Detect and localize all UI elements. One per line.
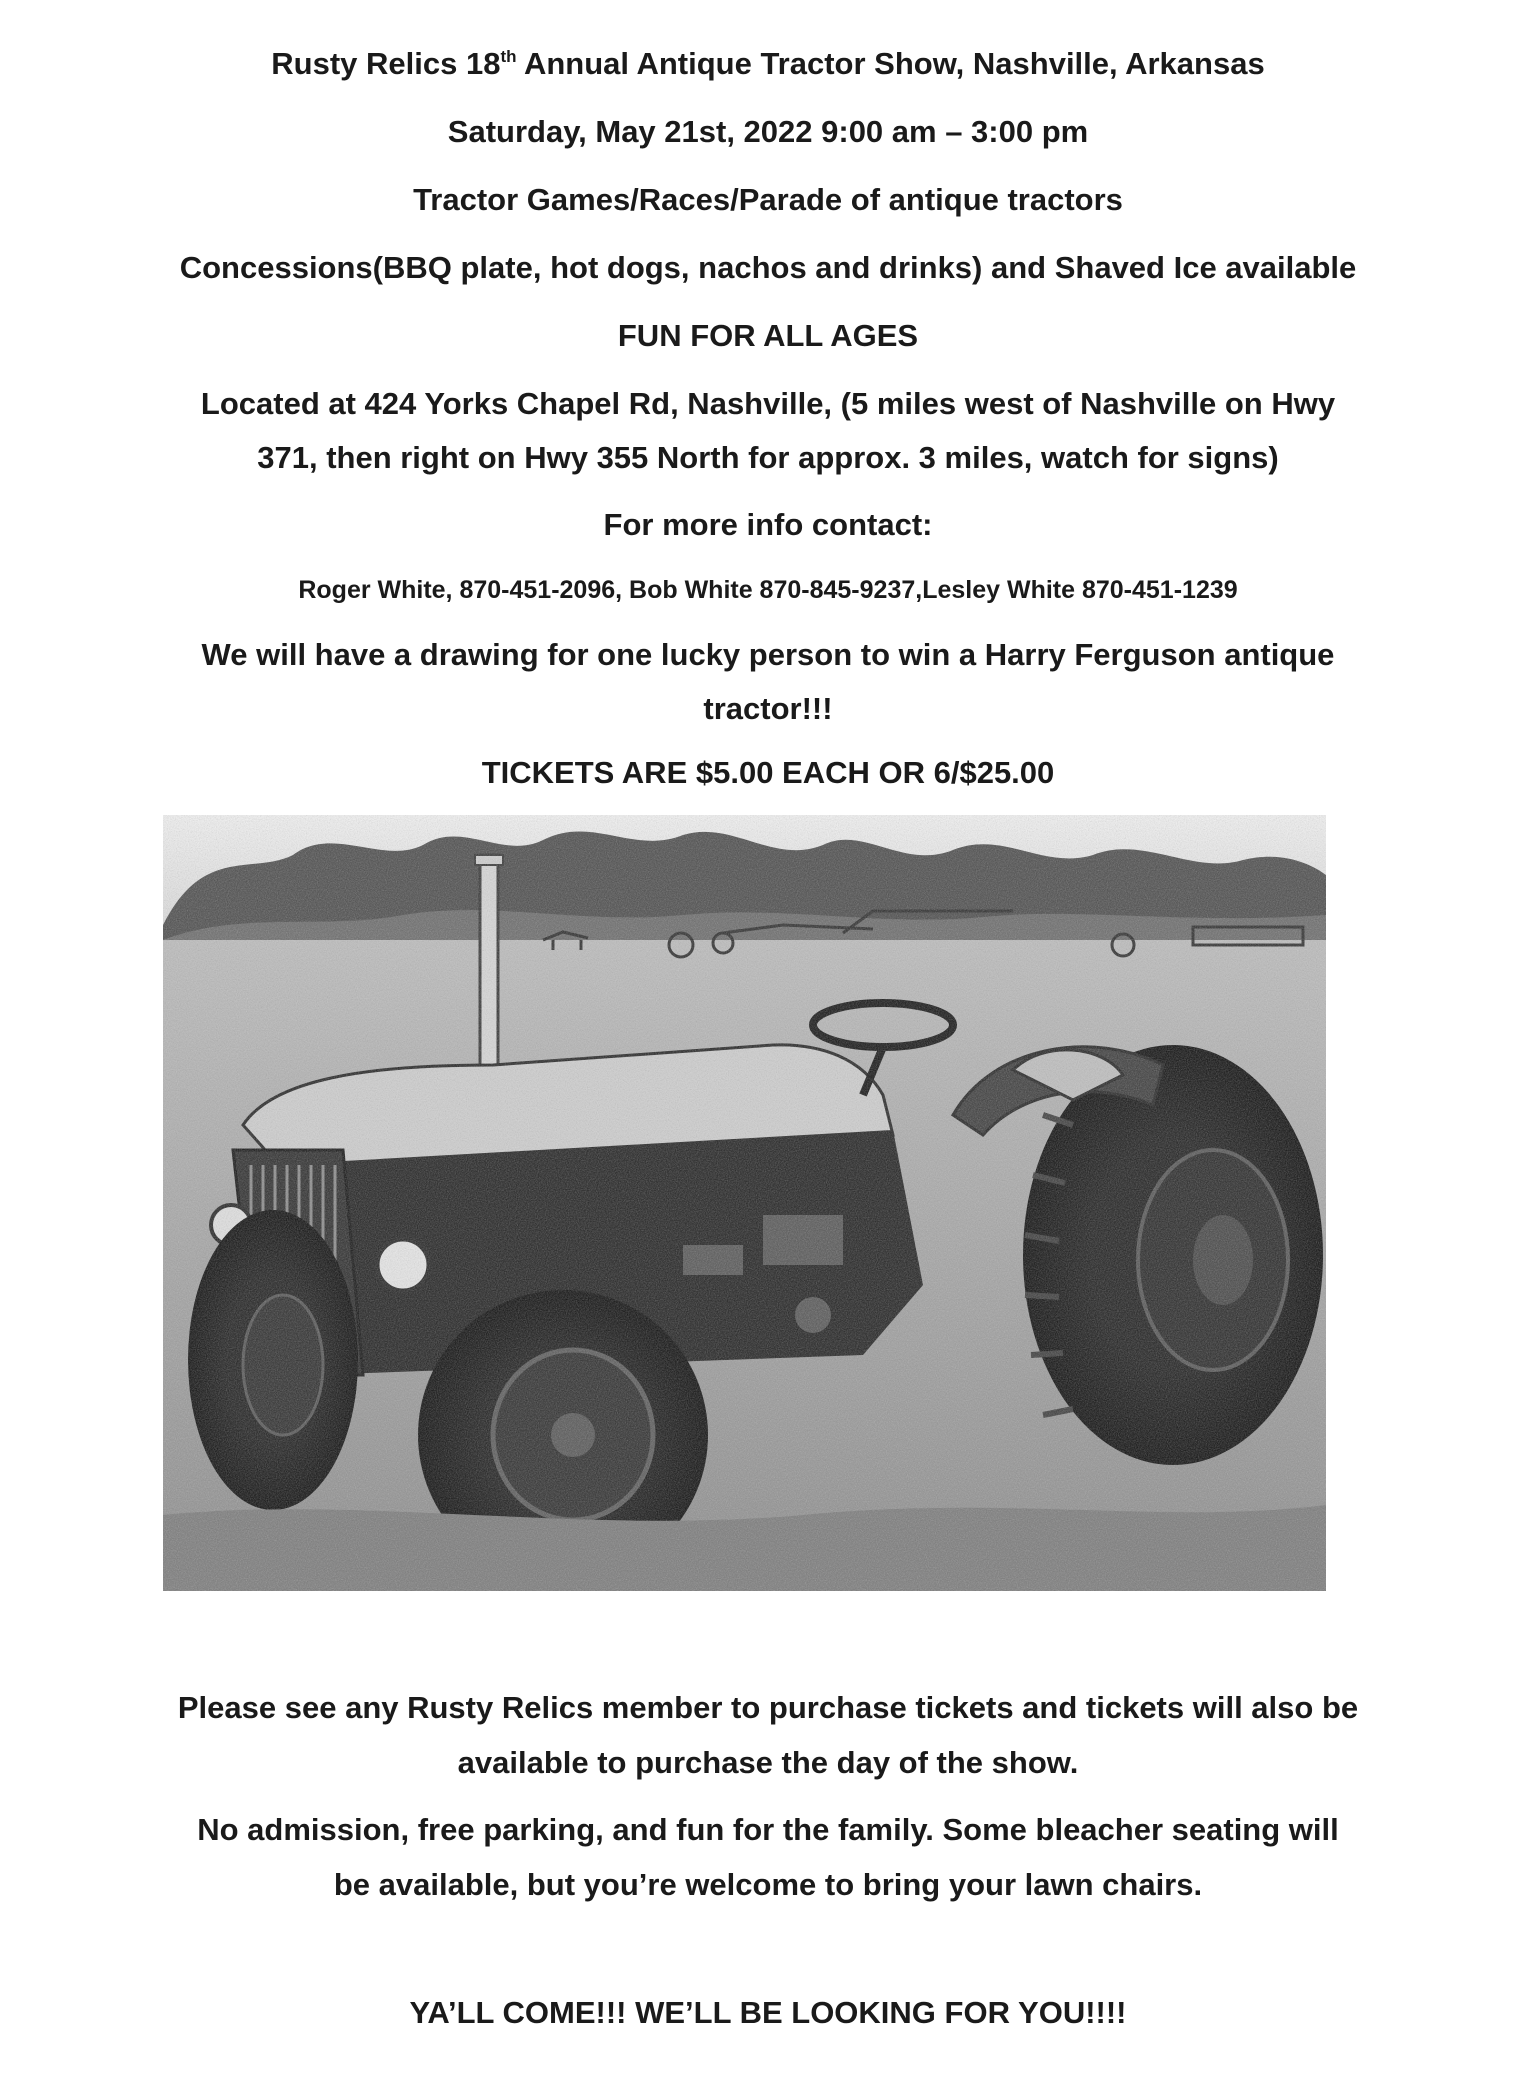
contact-list: Roger White, 870-451-2096, Bob White 870-845-9237,Lesley White 870-451-1239 <box>298 576 1238 604</box>
drawing-line-2: tractor!!! <box>703 691 833 726</box>
tractor-photo <box>163 815 1326 1591</box>
flyer-title-part2: Annual Antique Tractor Show, Nashville, Arkansas <box>516 46 1265 81</box>
event-activities: Tractor Games/Races/Parade of antique tractors <box>413 182 1123 217</box>
contact-heading: For more info contact: <box>603 507 933 542</box>
event-concessions: Concessions(BBQ plate, hot dogs, nachos and drinks) and Shaved Ice available <box>179 250 1357 285</box>
drawing-line-1: We will have a drawing for one lucky person to win a Harry Ferguson antique <box>201 637 1335 672</box>
tractor-illustration <box>163 815 1326 1591</box>
location-line-2: 371, then right on Hwy 355 North for approx. 3 miles, watch for signs) <box>257 440 1279 475</box>
fun-for-all-ages: FUN FOR ALL AGES <box>617 318 919 353</box>
admission-line-1: No admission, free parking, and fun for the family. Some bleacher seating will <box>197 1812 1339 1847</box>
closing-message: YA’LL COME!!! WE’LL BE LOOKING FOR YOU!!!! <box>409 1995 1127 2030</box>
ticket-prices: TICKETS ARE $5.00 EACH OR 6/$25.00 <box>481 755 1055 790</box>
location-line-1: Located at 424 Yorks Chapel Rd, Nashville, (5 miles west of Nashville on Hwy <box>200 386 1336 421</box>
flyer-title-superscript: th <box>500 47 517 66</box>
event-date-time: Saturday, May 21st, 2022 9:00 am – 3:00 pm <box>447 114 1089 149</box>
flyer-title-part1: Rusty Relics 18 <box>271 46 501 81</box>
purchase-line-2: available to purchase the day of the show. <box>457 1745 1079 1780</box>
purchase-line-1: Please see any Rusty Relics member to purchase tickets and tickets will also be <box>177 1690 1359 1725</box>
admission-line-2: be available, but you’re welcome to bring your lawn chairs. <box>333 1867 1203 1902</box>
flyer-title <box>0 36 1536 97</box>
